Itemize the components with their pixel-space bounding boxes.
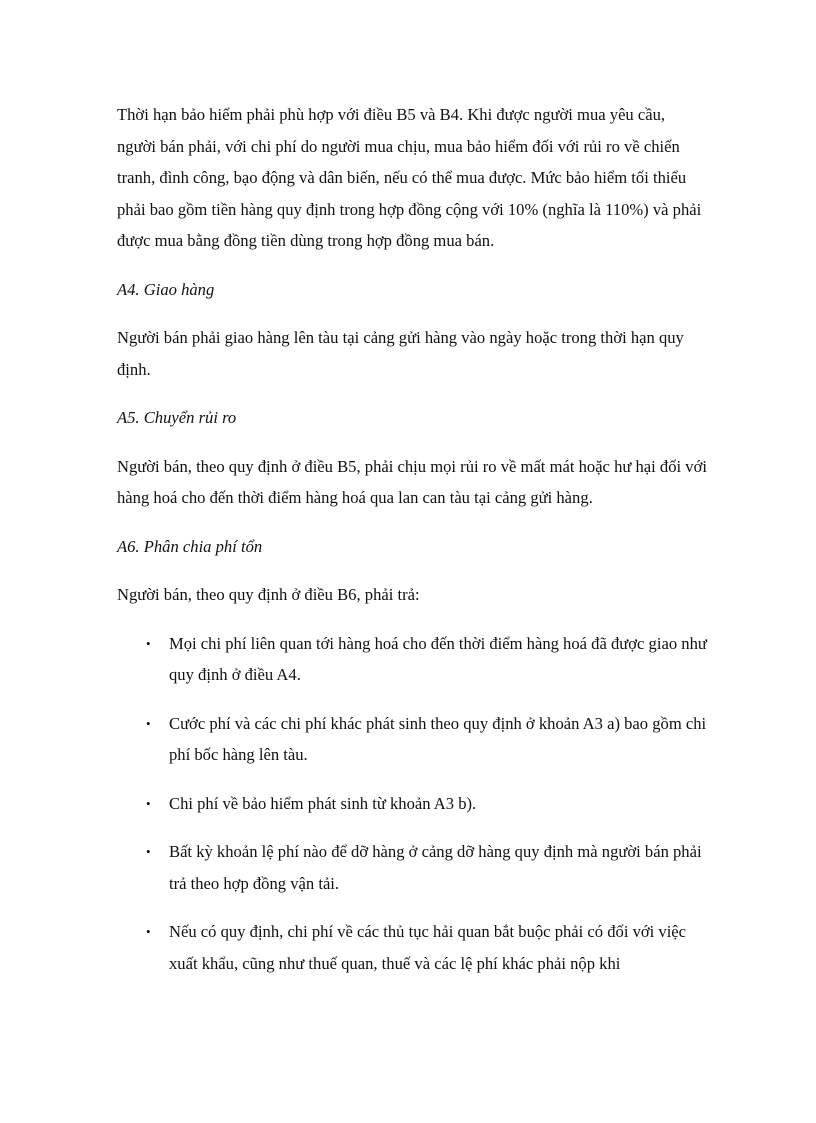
list-item [117,836,707,899]
list-item [117,916,707,979]
paragraph-a5-transfer-of-risk: Người bán, theo quy định ở điều B5, phải chịu mọi rủi ro về mất mát hoặc hư hại đối với hàng hoá cho đến thời điểm hàng hoá qua lan can tàu tại cảng gửi hàng. [117,456,707,507]
paragraph-a4-delivery: Người bán phải giao hàng lên tàu tại cảng gửi hàng vào ngày hoặc trong thời hạn quy định. [117,328,684,379]
cost-bullet-list [117,628,707,980]
heading-a6-division-of-costs: A6. Phân chia phí tổn [117,536,263,556]
list-item-text: Bất kỳ khoản lệ phí nào để dỡ hàng ở cảng dỡ hàng quy định mà người bán phải trả theo hợp đồng vận tải. [169,842,702,893]
bullet-icon: • [146,635,151,651]
list-item [117,788,707,820]
bullet-icon: • [146,844,151,859]
intro-paragraph: Thời hạn bảo hiểm phải phù hợp với điều B5 và B4. Khi được người mua yêu cầu, người bán phải, với chi phí do người mua chịu, mua bảo hiểm đối với rủi ro về chiến tranh, đình công, bạo động và dân biến, nếu có thể mua được. Mức bảo hiểm tối thiểu phải bao gồm tiền hàng quy định trong hợp đồng cộng với 10% (nghĩa là 110%) và phải được mua bằng đồng tiền dùng trong hợp đồng mua bán. [117,105,702,250]
bullet-icon: • [146,715,151,731]
list-item-text: Nếu có quy định, chi phí về các thủ tục hải quan bắt buộc phải có đối với việc xuất khẩu, cũng như thuế quan, thuế và các lệ phí khác phải nộp khi [169,922,687,973]
paragraph-a6-division-of-costs: Người bán, theo quy định ở điều B6, phải trả: [117,585,420,604]
list-item-text: Mọi chi phí liên quan tới hàng hoá cho đến thời điểm hàng hoá đã được giao như quy định ở điều A4. [169,633,707,684]
document-page [117,99,707,996]
list-item-text: Chi phí về bảo hiểm phát sinh từ khoản A3 b). [169,793,477,813]
heading-a4-delivery: A4. Giao hàng [117,279,215,299]
heading-a5-transfer-of-risk: A5. Chuyển rủi ro [117,408,237,427]
bullet-icon: • [146,795,151,811]
list-item [117,708,707,771]
bullet-icon: • [146,924,151,939]
list-item-text: Cước phí và các chi phí khác phát sinh theo quy định ở khoản A3 a) bao gồm chi phí bốc hàng lên tàu. [169,713,707,764]
list-item [117,628,707,691]
